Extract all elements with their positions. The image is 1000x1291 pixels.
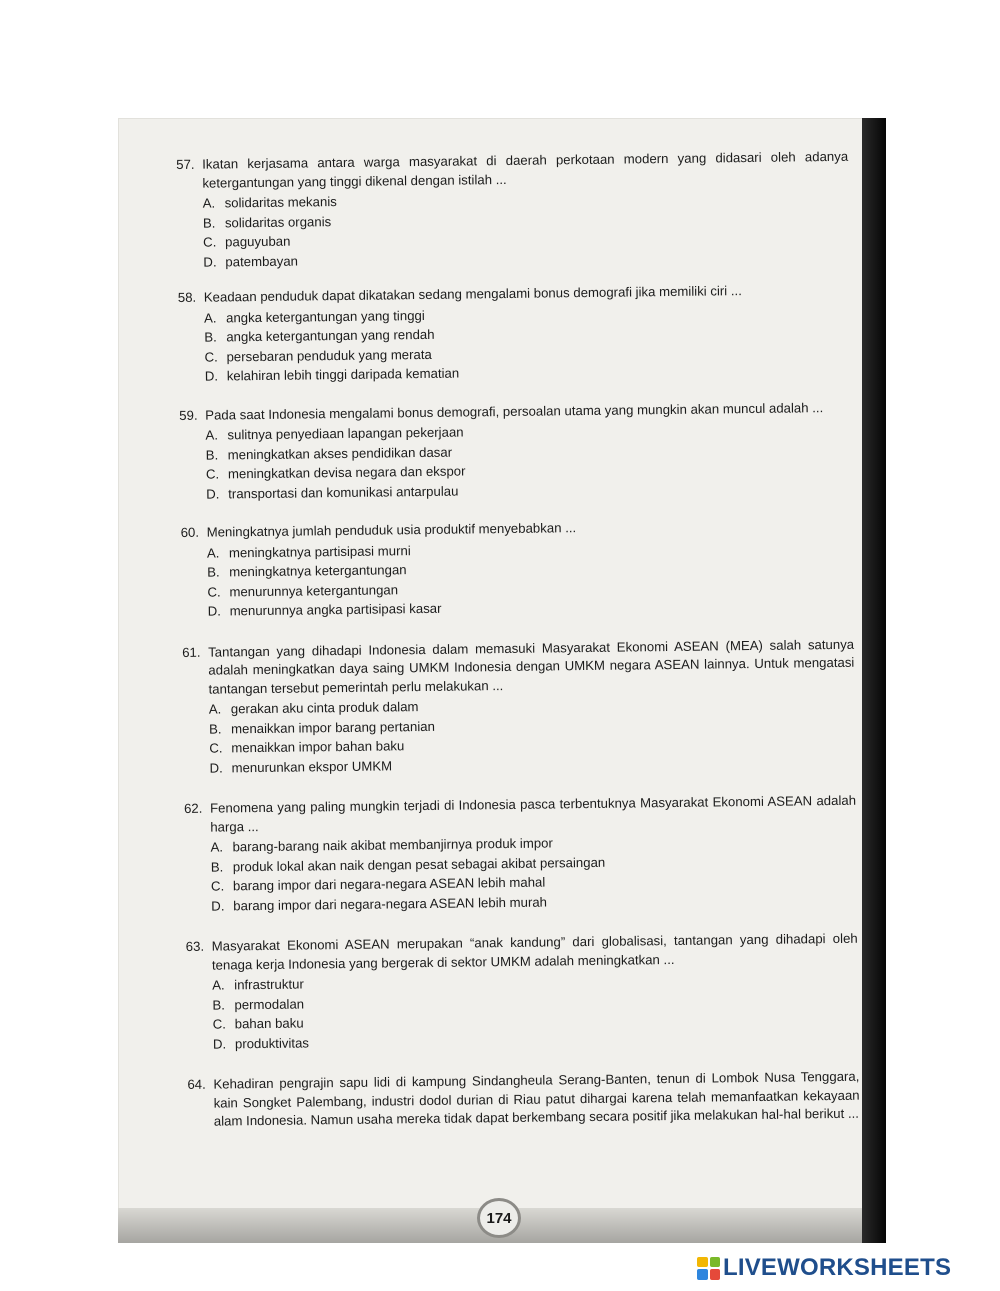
option-text: menaikkan impor barang pertanian: [230, 718, 435, 736]
option-letter: D.: [206, 485, 220, 502]
answer-options: [204, 300, 851, 386]
question-number: 64.: [187, 1076, 206, 1092]
option-text: barang impor dari negara-negara ASEAN lebih mahal: [232, 874, 546, 894]
option-text: patembayan: [225, 253, 299, 269]
option-letter: C.: [209, 740, 223, 756]
question-57: [176, 148, 849, 272]
question-62: [184, 792, 857, 916]
option-text: produktivitas: [234, 1034, 310, 1051]
question-number: 63.: [185, 938, 205, 954]
question-number: 58.: [177, 289, 197, 305]
option-letter: D.: [212, 1035, 227, 1052]
option-text: meningkatkan devisa negara dan ekspor: [227, 463, 466, 482]
option-text: transportasi dan komunikasi antarpulau: [228, 483, 459, 501]
option-text: gerakan aku cinta produk dalam: [230, 699, 419, 717]
logo-tile-red: [710, 1269, 721, 1280]
option-text: menurunkan ekspor UMKM: [231, 757, 393, 775]
question-number: 59.: [179, 407, 198, 423]
logo-tile-blue: [697, 1269, 708, 1280]
option-letter: A.: [205, 427, 219, 443]
question-58: [178, 281, 851, 387]
option-letter: B.: [212, 996, 226, 1013]
option-text: paguyuban: [225, 233, 291, 250]
option-letter: A.: [203, 310, 217, 326]
option-text: produk lokal akan naik dengan pesat sebagai akibat persaingan: [232, 854, 606, 874]
question-61: [182, 635, 856, 778]
option-letter: A.: [206, 545, 220, 561]
option-letter: B.: [204, 329, 217, 345]
question-number: 57.: [176, 156, 195, 172]
option-text: meningkatkan akses pendidikan dasar: [227, 444, 453, 462]
question-stem: [182, 635, 855, 699]
option-text: permodalan: [234, 995, 305, 1012]
option-text: solidaritas mekanis: [224, 194, 337, 211]
option-text: menaikkan impor bahan baku: [231, 738, 405, 756]
option-text: angka ketergantungan yang tinggi: [225, 307, 425, 325]
option-text: menurunnya angka partisipasi kasar: [229, 600, 442, 619]
question-text: Fenomena yang paling mungkin terjadi di Indonesia pasca terbentuknya Masyarakat Ekonomi ASEAN adalah harga ...: [209, 792, 857, 835]
option-letter: D.: [203, 254, 217, 270]
liveworksheets-watermark: [697, 1255, 951, 1281]
logo-tile-green: [710, 1257, 721, 1268]
option-text: kelahiran lebih tinggi daripada kematian: [226, 365, 460, 384]
option-letter: A.: [210, 839, 224, 855]
question-text: Masyarakat Ekonomi ASEAN merupakan “anak kandung” dari globalisasi, tantangan yang dihadapi oleh tenaga kerja Indonesia yang bergerak di sektor UMKM adalah meningkatkan ...: [211, 930, 858, 973]
question-text: Pada saat Indonesia mengalami bonus demografi, persoalan utama yang mungkin akan muncul adalah ...: [205, 399, 824, 423]
option-letter: C.: [203, 234, 217, 250]
option-letter: C.: [204, 349, 218, 365]
option-text: meningkatnya partisipasi murni: [228, 542, 411, 560]
option-text: infrastruktur: [234, 976, 304, 993]
question-text: Meningkatnya jumlah penduduk usia produktif menyebabkan ...: [206, 520, 577, 540]
question-text: Ikatan kerjasama antara warga masyarakat di daerah perkotaan modern yang didasari oleh adanya ketergantungan yang tinggi dikenal dengan istilah ...: [202, 148, 849, 191]
option-letter: B.: [210, 858, 224, 875]
answer-options: [212, 968, 859, 1054]
option-text: menurunnya ketergantungan: [229, 581, 399, 599]
option-text: sulitnya penyediaan lapangan pekerjaan: [227, 424, 464, 443]
question-59: [179, 398, 852, 504]
question-64: [187, 1068, 860, 1132]
option-letter: A.: [208, 701, 222, 717]
option-letter: C.: [207, 583, 221, 600]
option-letter: D.: [209, 759, 223, 776]
page-number: 174: [477, 1198, 521, 1238]
question-number: 61.: [182, 644, 201, 660]
answer-options: [205, 418, 852, 504]
question-text: Tantangan yang dihadapi Indonesia dalam memasuki Masyarakat Ekonomi ASEAN (MEA) salah satunya adalah meningkatkan daya saing UMKM Indonesia dengan UMKM negara ASEAN lainnya. Untuk mengatasi tantangan tersebut pemerintah perlu melakukan ...: [208, 636, 855, 697]
question-60: [181, 516, 854, 622]
option-letter: C.: [205, 466, 220, 482]
option-text: barang-barang naik akibat membanjirnya produk impor: [232, 835, 553, 855]
question-text: Kehadiran pengrajin sapu lidi di kampung Sindangheula Serang-Banten, tenun di Lombok Nusa Tenggara, kain Songket Palembang, industri dodol durian di Riau patut dihargai karena telah memanfaatkan kekayaan alam Indonesia. Namun usaha mereka tidak dapat berkembang secara positif jika melakukan hal-hal berikut ...: [213, 1068, 860, 1129]
logo-tile-yellow: [697, 1257, 708, 1268]
option-letter: B.: [208, 720, 222, 737]
option-letter: B.: [205, 447, 219, 463]
option-letter: D.: [204, 368, 219, 384]
question-list: [176, 142, 860, 1132]
question-stem: [187, 1068, 860, 1132]
liveworksheets-logo-icon: [697, 1257, 720, 1280]
answer-options: [210, 830, 857, 916]
answer-options: [209, 692, 856, 778]
option-letter: C.: [210, 878, 225, 894]
option-letter: B.: [207, 564, 220, 580]
option-letter: A.: [202, 195, 216, 211]
option-letter: D.: [211, 897, 225, 914]
question-number: 62.: [183, 800, 203, 816]
option-letter: D.: [207, 603, 221, 619]
question-63: [186, 930, 859, 1054]
option-letter: B.: [202, 215, 216, 231]
option-text: barang impor dari negara-negara ASEAN lebih murah: [233, 894, 548, 913]
question-text: Keadaan penduduk dapat dikatakan sedang mengalami bonus demografi jika memiliki ciri ...: [203, 283, 742, 305]
answer-options: [207, 535, 854, 621]
option-text: persebaran penduduk yang merata: [226, 346, 432, 364]
watermark-text: LIVEWORKSHEETS: [723, 1254, 952, 1281]
option-letter: C.: [212, 1016, 226, 1032]
question-number: 60.: [180, 524, 200, 540]
option-text: angka ketergantungan yang rendah: [226, 326, 435, 345]
option-text: solidaritas organis: [224, 213, 332, 230]
answer-options: [203, 186, 850, 272]
option-text: meningkatnya ketergantungan: [229, 562, 407, 580]
option-text: bahan baku: [234, 1015, 304, 1032]
scan-edge-shadow: [862, 118, 886, 1243]
option-letter: A.: [212, 977, 225, 993]
